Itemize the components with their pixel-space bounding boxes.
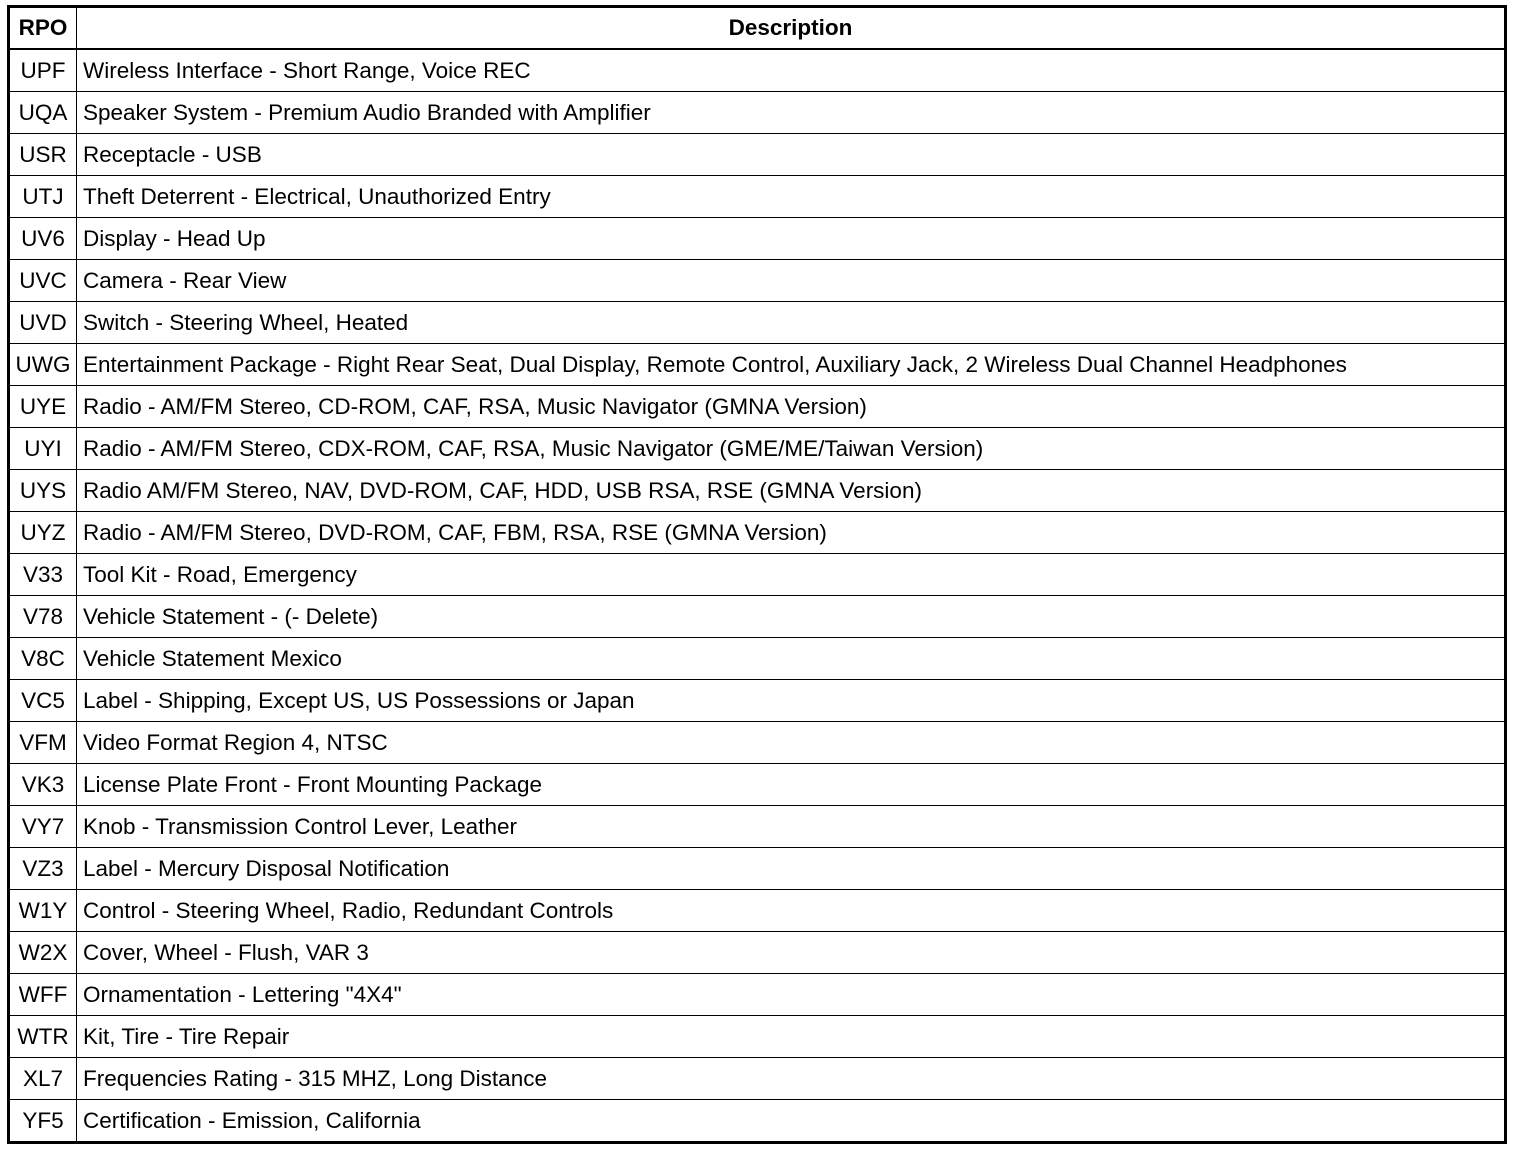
table-row	[9, 134, 1506, 176]
rpo-description: Video Format Region 4, NTSC	[77, 722, 1506, 764]
rpo-code: WFF	[9, 974, 77, 1016]
rpo-code: W2X	[9, 932, 77, 974]
rpo-description: Knob - Transmission Control Lever, Leather	[77, 806, 1506, 848]
table-row	[9, 218, 1506, 260]
table-row	[9, 1058, 1506, 1100]
rpo-code: UWG	[9, 344, 77, 386]
rpo-description: Label - Mercury Disposal Notification	[77, 848, 1506, 890]
rpo-description: Control - Steering Wheel, Radio, Redundant Controls	[77, 890, 1506, 932]
rpo-description: Kit, Tire - Tire Repair	[77, 1016, 1506, 1058]
rpo-code: VFM	[9, 722, 77, 764]
table-row	[9, 470, 1506, 512]
rpo-description: Radio - AM/FM Stereo, CD-ROM, CAF, RSA, Music Navigator (GMNA Version)	[77, 386, 1506, 428]
rpo-code: YF5	[9, 1100, 77, 1143]
table-row	[9, 512, 1506, 554]
rpo-description: Entertainment Package - Right Rear Seat, Dual Display, Remote Control, Auxiliary Jack, 2 Wireless Dual Channel Headphones	[77, 344, 1506, 386]
rpo-code: UVC	[9, 260, 77, 302]
table-row	[9, 1100, 1506, 1143]
table-row	[9, 176, 1506, 218]
table-row	[9, 428, 1506, 470]
rpo-description: Ornamentation - Lettering "4X4"	[77, 974, 1506, 1016]
rpo-code: UYI	[9, 428, 77, 470]
rpo-description: Radio AM/FM Stereo, NAV, DVD-ROM, CAF, HDD, USB RSA, RSE (GMNA Version)	[77, 470, 1506, 512]
rpo-code: WTR	[9, 1016, 77, 1058]
rpo-description: Theft Deterrent - Electrical, Unauthorized Entry	[77, 176, 1506, 218]
rpo-code: VK3	[9, 764, 77, 806]
rpo-code: UVD	[9, 302, 77, 344]
rpo-description: Camera - Rear View	[77, 260, 1506, 302]
table-row	[9, 680, 1506, 722]
table-row	[9, 596, 1506, 638]
table-row	[9, 890, 1506, 932]
rpo-description: Cover, Wheel - Flush, VAR 3	[77, 932, 1506, 974]
table-row	[9, 806, 1506, 848]
rpo-description: Label - Shipping, Except US, US Possessions or Japan	[77, 680, 1506, 722]
rpo-code: UYZ	[9, 512, 77, 554]
rpo-code: V8C	[9, 638, 77, 680]
table-row	[9, 302, 1506, 344]
rpo-table	[7, 5, 1507, 1144]
header-rpo: RPO	[9, 7, 77, 50]
table-row	[9, 764, 1506, 806]
rpo-code: XL7	[9, 1058, 77, 1100]
header-row	[9, 7, 1506, 50]
rpo-description: Certification - Emission, California	[77, 1100, 1506, 1143]
rpo-code: VC5	[9, 680, 77, 722]
rpo-code: UTJ	[9, 176, 77, 218]
rpo-code: UQA	[9, 92, 77, 134]
rpo-description: License Plate Front - Front Mounting Package	[77, 764, 1506, 806]
header-description: Description	[77, 7, 1506, 50]
table-row	[9, 260, 1506, 302]
rpo-description: Switch - Steering Wheel, Heated	[77, 302, 1506, 344]
table-row	[9, 722, 1506, 764]
rpo-code: UV6	[9, 218, 77, 260]
table-row	[9, 92, 1506, 134]
table-row	[9, 638, 1506, 680]
rpo-description: Speaker System - Premium Audio Branded with Amplifier	[77, 92, 1506, 134]
rpo-description: Vehicle Statement - (- Delete)	[77, 596, 1506, 638]
rpo-description: Wireless Interface - Short Range, Voice REC	[77, 49, 1506, 92]
table-row	[9, 848, 1506, 890]
rpo-description: Display - Head Up	[77, 218, 1506, 260]
table-row	[9, 932, 1506, 974]
table-row	[9, 974, 1506, 1016]
table-row	[9, 386, 1506, 428]
rpo-description: Tool Kit - Road, Emergency	[77, 554, 1506, 596]
rpo-code: UPF	[9, 49, 77, 92]
table-row	[9, 554, 1506, 596]
table-row	[9, 344, 1506, 386]
rpo-code: W1Y	[9, 890, 77, 932]
table-row	[9, 1016, 1506, 1058]
rpo-description: Vehicle Statement Mexico	[77, 638, 1506, 680]
rpo-code: UYE	[9, 386, 77, 428]
rpo-code: V78	[9, 596, 77, 638]
rpo-description: Receptacle - USB	[77, 134, 1506, 176]
rpo-code: UYS	[9, 470, 77, 512]
rpo-description: Radio - AM/FM Stereo, CDX-ROM, CAF, RSA, Music Navigator (GME/ME/Taiwan Version)	[77, 428, 1506, 470]
rpo-code: USR	[9, 134, 77, 176]
rpo-code: V33	[9, 554, 77, 596]
table-row	[9, 49, 1506, 92]
rpo-description: Radio - AM/FM Stereo, DVD-ROM, CAF, FBM, RSA, RSE (GMNA Version)	[77, 512, 1506, 554]
rpo-code: VY7	[9, 806, 77, 848]
rpo-code: VZ3	[9, 848, 77, 890]
rpo-description: Frequencies Rating - 315 MHZ, Long Distance	[77, 1058, 1506, 1100]
